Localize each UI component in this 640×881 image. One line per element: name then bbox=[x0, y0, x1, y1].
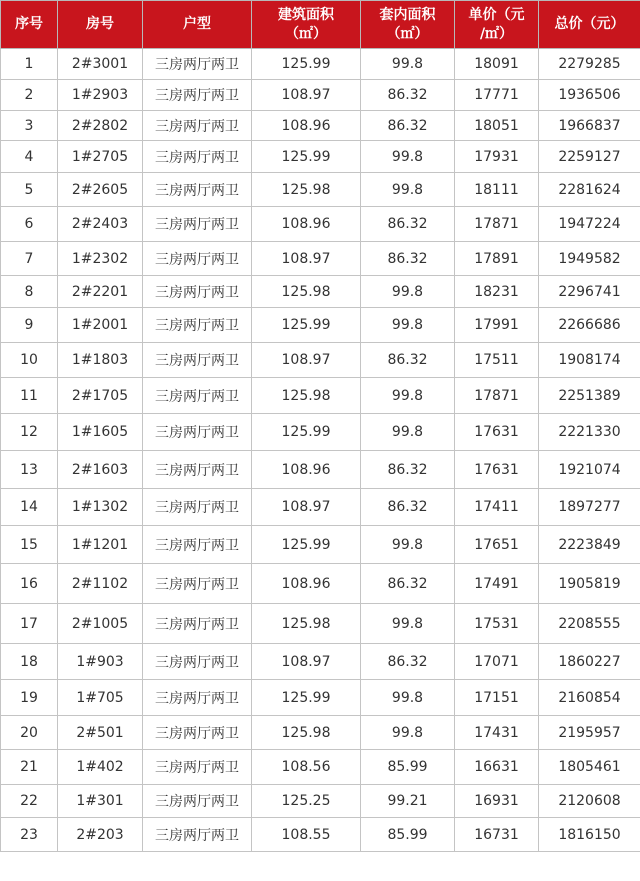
cell-gross-area: 108.96 bbox=[252, 111, 361, 141]
cell-index: 2 bbox=[1, 80, 58, 111]
cell-total-price: 2120608 bbox=[539, 785, 640, 818]
cell-index: 3 bbox=[1, 111, 58, 141]
table-body bbox=[1, 49, 640, 852]
cell-index: 14 bbox=[1, 489, 58, 526]
cell-layout: 三房两厅两卫 bbox=[143, 414, 252, 451]
cell-index: 16 bbox=[1, 564, 58, 604]
cell-room-number: 1#1302 bbox=[58, 489, 143, 526]
cell-total-price: 1936506 bbox=[539, 80, 640, 111]
cell-layout: 三房两厅两卫 bbox=[143, 785, 252, 818]
cell-index: 5 bbox=[1, 173, 58, 207]
cell-layout: 三房两厅两卫 bbox=[143, 207, 252, 242]
header-unit-price: 单价（元 /㎡） bbox=[455, 1, 539, 49]
cell-index: 1 bbox=[1, 49, 58, 80]
cell-room-number: 2#1005 bbox=[58, 604, 143, 644]
cell-net-area: 86.32 bbox=[361, 242, 455, 276]
cell-unit-price: 17511 bbox=[455, 343, 539, 378]
table-row bbox=[1, 750, 640, 785]
cell-gross-area: 125.98 bbox=[252, 604, 361, 644]
cell-layout: 三房两厅两卫 bbox=[143, 716, 252, 750]
cell-unit-price: 17891 bbox=[455, 242, 539, 276]
cell-unit-price: 18091 bbox=[455, 49, 539, 80]
cell-unit-price: 17411 bbox=[455, 489, 539, 526]
header-layout: 户型 bbox=[143, 1, 252, 49]
cell-total-price: 2259127 bbox=[539, 141, 640, 173]
cell-index: 6 bbox=[1, 207, 58, 242]
cell-total-price: 2279285 bbox=[539, 49, 640, 80]
table-row bbox=[1, 80, 640, 111]
cell-net-area: 99.8 bbox=[361, 378, 455, 414]
cell-room-number: 2#501 bbox=[58, 716, 143, 750]
header-gross-area: 建筑面积 （㎡） bbox=[252, 1, 361, 49]
cell-total-price: 2223849 bbox=[539, 526, 640, 564]
cell-room-number: 1#301 bbox=[58, 785, 143, 818]
cell-total-price: 1905819 bbox=[539, 564, 640, 604]
cell-index: 11 bbox=[1, 378, 58, 414]
cell-layout: 三房两厅两卫 bbox=[143, 242, 252, 276]
cell-unit-price: 17931 bbox=[455, 141, 539, 173]
cell-layout: 三房两厅两卫 bbox=[143, 173, 252, 207]
cell-gross-area: 125.99 bbox=[252, 526, 361, 564]
cell-net-area: 86.32 bbox=[361, 644, 455, 680]
cell-net-area: 99.8 bbox=[361, 276, 455, 308]
cell-unit-price: 16731 bbox=[455, 818, 539, 852]
cell-layout: 三房两厅两卫 bbox=[143, 750, 252, 785]
cell-room-number: 2#1705 bbox=[58, 378, 143, 414]
cell-net-area: 99.8 bbox=[361, 141, 455, 173]
cell-net-area: 99.8 bbox=[361, 526, 455, 564]
table-row bbox=[1, 818, 640, 852]
cell-room-number: 2#2403 bbox=[58, 207, 143, 242]
cell-net-area: 99.8 bbox=[361, 680, 455, 716]
cell-gross-area: 125.98 bbox=[252, 716, 361, 750]
cell-gross-area: 108.96 bbox=[252, 207, 361, 242]
cell-room-number: 1#2302 bbox=[58, 242, 143, 276]
cell-unit-price: 16931 bbox=[455, 785, 539, 818]
cell-room-number: 1#1803 bbox=[58, 343, 143, 378]
table-header bbox=[1, 1, 640, 49]
table-row bbox=[1, 276, 640, 308]
table-row bbox=[1, 49, 640, 80]
cell-room-number: 1#903 bbox=[58, 644, 143, 680]
cell-index: 12 bbox=[1, 414, 58, 451]
cell-gross-area: 108.96 bbox=[252, 564, 361, 604]
table-row bbox=[1, 716, 640, 750]
cell-net-area: 99.21 bbox=[361, 785, 455, 818]
cell-net-area: 86.32 bbox=[361, 111, 455, 141]
table-row bbox=[1, 343, 640, 378]
cell-total-price: 2266686 bbox=[539, 308, 640, 343]
cell-total-price: 1897277 bbox=[539, 489, 640, 526]
cell-gross-area: 125.99 bbox=[252, 308, 361, 343]
cell-gross-area: 108.97 bbox=[252, 343, 361, 378]
cell-gross-area: 108.55 bbox=[252, 818, 361, 852]
cell-unit-price: 18111 bbox=[455, 173, 539, 207]
cell-net-area: 85.99 bbox=[361, 750, 455, 785]
cell-index: 21 bbox=[1, 750, 58, 785]
cell-net-area: 99.8 bbox=[361, 308, 455, 343]
cell-layout: 三房两厅两卫 bbox=[143, 680, 252, 716]
cell-gross-area: 108.97 bbox=[252, 489, 361, 526]
cell-index: 15 bbox=[1, 526, 58, 564]
cell-layout: 三房两厅两卫 bbox=[143, 644, 252, 680]
cell-gross-area: 125.98 bbox=[252, 378, 361, 414]
cell-gross-area: 125.99 bbox=[252, 141, 361, 173]
cell-net-area: 86.32 bbox=[361, 451, 455, 489]
cell-layout: 三房两厅两卫 bbox=[143, 276, 252, 308]
table-row bbox=[1, 644, 640, 680]
table-row bbox=[1, 680, 640, 716]
cell-net-area: 85.99 bbox=[361, 818, 455, 852]
cell-total-price: 2195957 bbox=[539, 716, 640, 750]
cell-total-price: 1816150 bbox=[539, 818, 640, 852]
cell-total-price: 1966837 bbox=[539, 111, 640, 141]
cell-total-price: 2251389 bbox=[539, 378, 640, 414]
cell-index: 7 bbox=[1, 242, 58, 276]
cell-unit-price: 17871 bbox=[455, 378, 539, 414]
cell-layout: 三房两厅两卫 bbox=[143, 526, 252, 564]
cell-unit-price: 17991 bbox=[455, 308, 539, 343]
cell-gross-area: 125.99 bbox=[252, 49, 361, 80]
cell-total-price: 2281624 bbox=[539, 173, 640, 207]
cell-unit-price: 17151 bbox=[455, 680, 539, 716]
cell-net-area: 99.8 bbox=[361, 49, 455, 80]
cell-total-price: 1921074 bbox=[539, 451, 640, 489]
header-row bbox=[1, 1, 640, 49]
table-row bbox=[1, 111, 640, 141]
cell-index: 4 bbox=[1, 141, 58, 173]
header-index: 序号 bbox=[1, 1, 58, 49]
cell-layout: 三房两厅两卫 bbox=[143, 818, 252, 852]
cell-net-area: 86.32 bbox=[361, 80, 455, 111]
cell-layout: 三房两厅两卫 bbox=[143, 564, 252, 604]
cell-layout: 三房两厅两卫 bbox=[143, 111, 252, 141]
cell-net-area: 99.8 bbox=[361, 716, 455, 750]
cell-total-price: 1860227 bbox=[539, 644, 640, 680]
cell-gross-area: 125.99 bbox=[252, 414, 361, 451]
cell-gross-area: 125.98 bbox=[252, 173, 361, 207]
header-total-price: 总价（元） bbox=[539, 1, 640, 49]
cell-index: 18 bbox=[1, 644, 58, 680]
cell-layout: 三房两厅两卫 bbox=[143, 49, 252, 80]
cell-layout: 三房两厅两卫 bbox=[143, 604, 252, 644]
cell-unit-price: 16631 bbox=[455, 750, 539, 785]
cell-room-number: 1#1605 bbox=[58, 414, 143, 451]
cell-unit-price: 17491 bbox=[455, 564, 539, 604]
table-row bbox=[1, 564, 640, 604]
table-row bbox=[1, 451, 640, 489]
table-row bbox=[1, 489, 640, 526]
cell-unit-price: 18051 bbox=[455, 111, 539, 141]
table-row bbox=[1, 604, 640, 644]
cell-net-area: 99.8 bbox=[361, 414, 455, 451]
cell-gross-area: 108.97 bbox=[252, 644, 361, 680]
cell-unit-price: 17651 bbox=[455, 526, 539, 564]
cell-room-number: 2#1603 bbox=[58, 451, 143, 489]
table-row bbox=[1, 414, 640, 451]
cell-total-price: 2208555 bbox=[539, 604, 640, 644]
cell-room-number: 2#2802 bbox=[58, 111, 143, 141]
cell-gross-area: 125.98 bbox=[252, 276, 361, 308]
cell-layout: 三房两厅两卫 bbox=[143, 378, 252, 414]
cell-total-price: 2160854 bbox=[539, 680, 640, 716]
cell-gross-area: 108.96 bbox=[252, 451, 361, 489]
cell-gross-area: 125.99 bbox=[252, 680, 361, 716]
cell-layout: 三房两厅两卫 bbox=[143, 343, 252, 378]
cell-gross-area: 125.25 bbox=[252, 785, 361, 818]
cell-unit-price: 17871 bbox=[455, 207, 539, 242]
cell-unit-price: 17531 bbox=[455, 604, 539, 644]
cell-index: 22 bbox=[1, 785, 58, 818]
cell-unit-price: 17071 bbox=[455, 644, 539, 680]
header-net-area: 套内面积 （㎡） bbox=[361, 1, 455, 49]
cell-total-price: 1947224 bbox=[539, 207, 640, 242]
cell-index: 13 bbox=[1, 451, 58, 489]
table-row bbox=[1, 173, 640, 207]
cell-room-number: 1#2705 bbox=[58, 141, 143, 173]
table-row bbox=[1, 785, 640, 818]
cell-net-area: 99.8 bbox=[361, 604, 455, 644]
cell-net-area: 86.32 bbox=[361, 207, 455, 242]
table-row bbox=[1, 141, 640, 173]
cell-net-area: 99.8 bbox=[361, 173, 455, 207]
cell-room-number: 2#2605 bbox=[58, 173, 143, 207]
cell-index: 20 bbox=[1, 716, 58, 750]
cell-total-price: 2221330 bbox=[539, 414, 640, 451]
cell-gross-area: 108.56 bbox=[252, 750, 361, 785]
cell-net-area: 86.32 bbox=[361, 564, 455, 604]
cell-index: 10 bbox=[1, 343, 58, 378]
cell-unit-price: 17631 bbox=[455, 414, 539, 451]
cell-total-price: 1805461 bbox=[539, 750, 640, 785]
cell-unit-price: 17771 bbox=[455, 80, 539, 111]
table-row bbox=[1, 526, 640, 564]
cell-index: 17 bbox=[1, 604, 58, 644]
table-row bbox=[1, 378, 640, 414]
table-row bbox=[1, 242, 640, 276]
cell-index: 9 bbox=[1, 308, 58, 343]
cell-unit-price: 17431 bbox=[455, 716, 539, 750]
cell-room-number: 2#1102 bbox=[58, 564, 143, 604]
cell-total-price: 2296741 bbox=[539, 276, 640, 308]
cell-net-area: 86.32 bbox=[361, 489, 455, 526]
cell-layout: 三房两厅两卫 bbox=[143, 141, 252, 173]
table-row bbox=[1, 308, 640, 343]
cell-layout: 三房两厅两卫 bbox=[143, 308, 252, 343]
cell-room-number: 2#2201 bbox=[58, 276, 143, 308]
cell-net-area: 86.32 bbox=[361, 343, 455, 378]
cell-index: 8 bbox=[1, 276, 58, 308]
cell-room-number: 1#705 bbox=[58, 680, 143, 716]
cell-room-number: 1#2903 bbox=[58, 80, 143, 111]
cell-layout: 三房两厅两卫 bbox=[143, 489, 252, 526]
table-row bbox=[1, 207, 640, 242]
cell-layout: 三房两厅两卫 bbox=[143, 451, 252, 489]
cell-index: 23 bbox=[1, 818, 58, 852]
cell-unit-price: 17631 bbox=[455, 451, 539, 489]
cell-room-number: 2#3001 bbox=[58, 49, 143, 80]
cell-layout: 三房两厅两卫 bbox=[143, 80, 252, 111]
cell-index: 19 bbox=[1, 680, 58, 716]
cell-total-price: 1949582 bbox=[539, 242, 640, 276]
cell-room-number: 1#2001 bbox=[58, 308, 143, 343]
cell-unit-price: 18231 bbox=[455, 276, 539, 308]
cell-room-number: 2#203 bbox=[58, 818, 143, 852]
cell-total-price: 1908174 bbox=[539, 343, 640, 378]
header-room-number: 房号 bbox=[58, 1, 143, 49]
cell-room-number: 1#1201 bbox=[58, 526, 143, 564]
cell-room-number: 1#402 bbox=[58, 750, 143, 785]
cell-gross-area: 108.97 bbox=[252, 242, 361, 276]
cell-gross-area: 108.97 bbox=[252, 80, 361, 111]
